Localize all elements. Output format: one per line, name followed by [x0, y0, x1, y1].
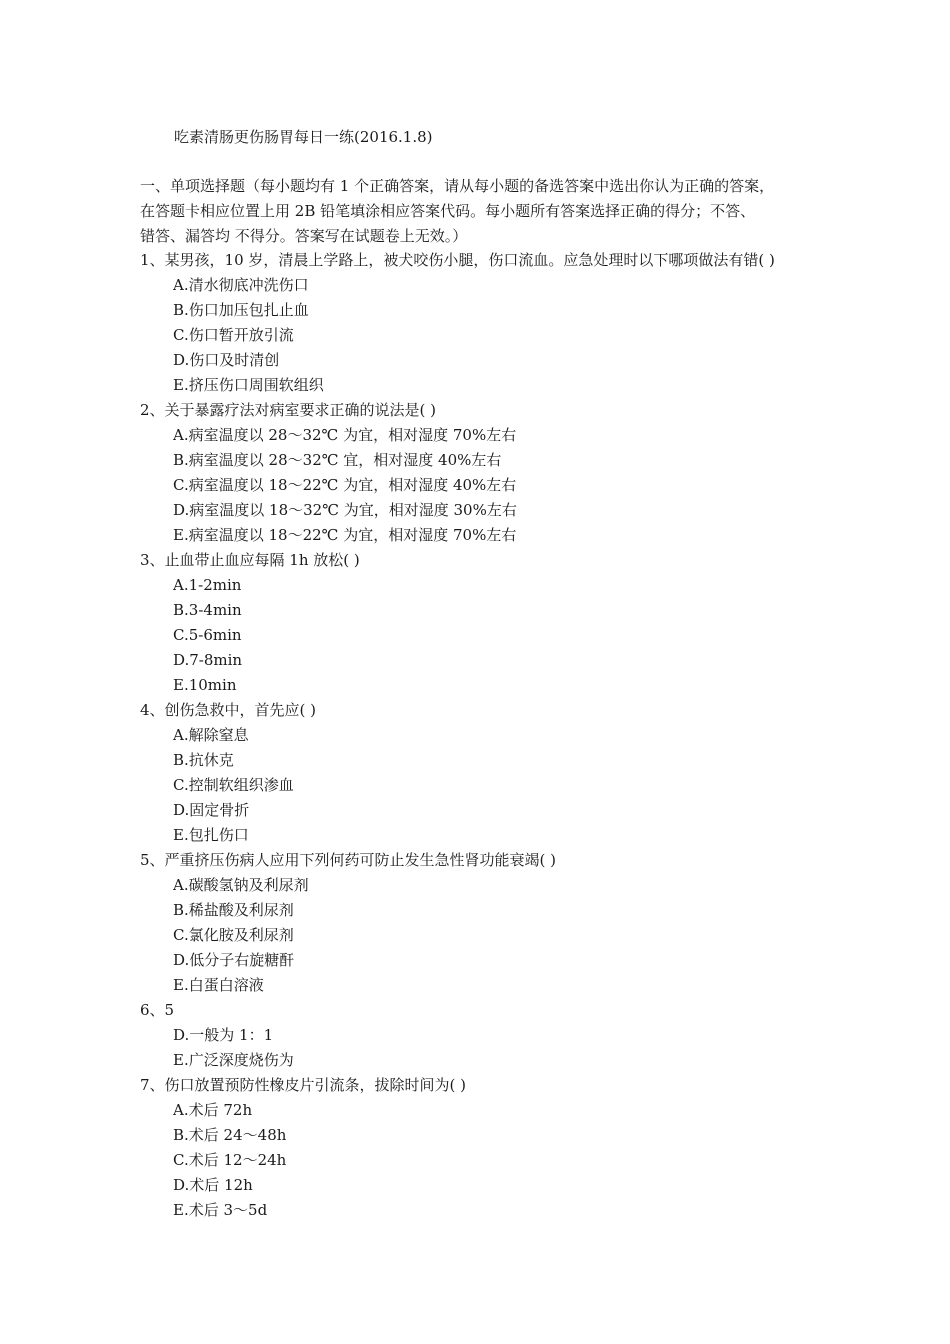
option-b: B.病室温度以 28～32℃ 宜，相对湿度 40%左右 — [173, 451, 502, 469]
option-list — [140, 1098, 820, 1223]
question-list — [140, 248, 820, 1223]
document-title: 吃素清肠更伤肠胃每日一练(2016.1.8) — [174, 128, 433, 146]
option-b: B.抗休克 — [173, 751, 234, 769]
option-b: B.伤口加压包扎止血 — [173, 301, 309, 319]
intro-line: 在答题卡相应位置上用 2B 铅笔填涂相应答案代码。每小题所有答案选择正确的得分；不答、 — [140, 202, 756, 220]
option-list — [140, 573, 820, 698]
question-4 — [140, 698, 820, 848]
option-list — [140, 423, 820, 548]
option-c: C.术后 12～24h — [173, 1151, 287, 1169]
question-text: 4、创伤急救中，首先应( ) — [140, 701, 317, 719]
option-d: D.伤口及时清创 — [173, 351, 280, 369]
option-d: D.固定骨折 — [173, 801, 250, 819]
option-e: E.广泛深度烧伤为 — [173, 1051, 294, 1069]
option-list — [140, 273, 820, 398]
intro-line: 一、单项选择题（每小题均有 1 个正确答案，请从每小题的备选答案中选出你认为正确的答案， — [140, 177, 775, 195]
question-text: 7、伤口放置预防性橡皮片引流条，拔除时间为( ) — [140, 1076, 467, 1094]
option-e: E.包扎伤口 — [173, 826, 249, 844]
option-e: E.10min — [173, 676, 237, 694]
option-a: A.1-2min — [173, 576, 242, 594]
option-b: B.稀盐酸及利尿剂 — [173, 901, 294, 919]
option-list — [140, 723, 820, 848]
question-6 — [140, 998, 820, 1073]
option-d: D.术后 12h — [173, 1176, 253, 1194]
option-e: E.术后 3～5d — [173, 1201, 268, 1219]
option-list — [140, 873, 820, 998]
option-a: A.解除窒息 — [173, 726, 249, 744]
option-c: C.病室温度以 18～22℃ 为宜，相对湿度 40%左右 — [173, 476, 517, 494]
section-intro — [140, 174, 818, 249]
option-d: D.病室温度以 18～32℃ 为宜，相对湿度 30%左右 — [173, 501, 517, 519]
question-5 — [140, 848, 820, 998]
option-e: E.病室温度以 18～22℃ 为宜，相对湿度 70%左右 — [173, 526, 517, 544]
question-2 — [140, 398, 820, 548]
option-list — [140, 1023, 820, 1073]
question-7 — [140, 1073, 820, 1223]
question-1 — [140, 248, 820, 398]
question-text: 3、止血带止血应每隔 1h 放松( ) — [140, 551, 360, 569]
option-c: C.5-6min — [173, 626, 242, 644]
option-d: D.7-8min — [173, 651, 243, 669]
intro-line: 错答、漏答均 不得分。答案写在试题卷上无效。） — [140, 227, 468, 245]
option-d: D.低分子右旋糖酐 — [173, 951, 295, 969]
option-d: D.一般为 1：1 — [173, 1026, 274, 1044]
question-text: 5、严重挤压伤病人应用下列何药可防止发生急性肾功能衰竭( ) — [140, 851, 557, 869]
option-e: E.挤压伤口周围软组织 — [173, 376, 324, 394]
option-b: B.3-4min — [173, 601, 242, 619]
option-b: B.术后 24～48h — [173, 1126, 287, 1144]
question-text: 1、某男孩，10 岁，清晨上学路上，被犬咬伤小腿，伤口流血。应急处理时以下哪项做法有错( ) — [140, 251, 775, 269]
option-a: A.术后 72h — [173, 1101, 253, 1119]
option-a: A.碳酸氢钠及利尿剂 — [173, 876, 309, 894]
option-a: A.清水彻底冲洗伤口 — [173, 276, 309, 294]
option-c: C.控制软组织渗血 — [173, 776, 294, 794]
option-c: C.伤口暂开放引流 — [173, 326, 294, 344]
question-text: 2、关于暴露疗法对病室要求正确的说法是( ) — [140, 401, 437, 419]
question-3 — [140, 548, 820, 698]
option-e: E.白蛋白溶液 — [173, 976, 264, 994]
option-c: C.氯化胺及利尿剂 — [173, 926, 294, 944]
question-text: 6、5 — [140, 1001, 175, 1019]
option-a: A.病室温度以 28～32℃ 为宜，相对湿度 70%左右 — [173, 426, 517, 444]
